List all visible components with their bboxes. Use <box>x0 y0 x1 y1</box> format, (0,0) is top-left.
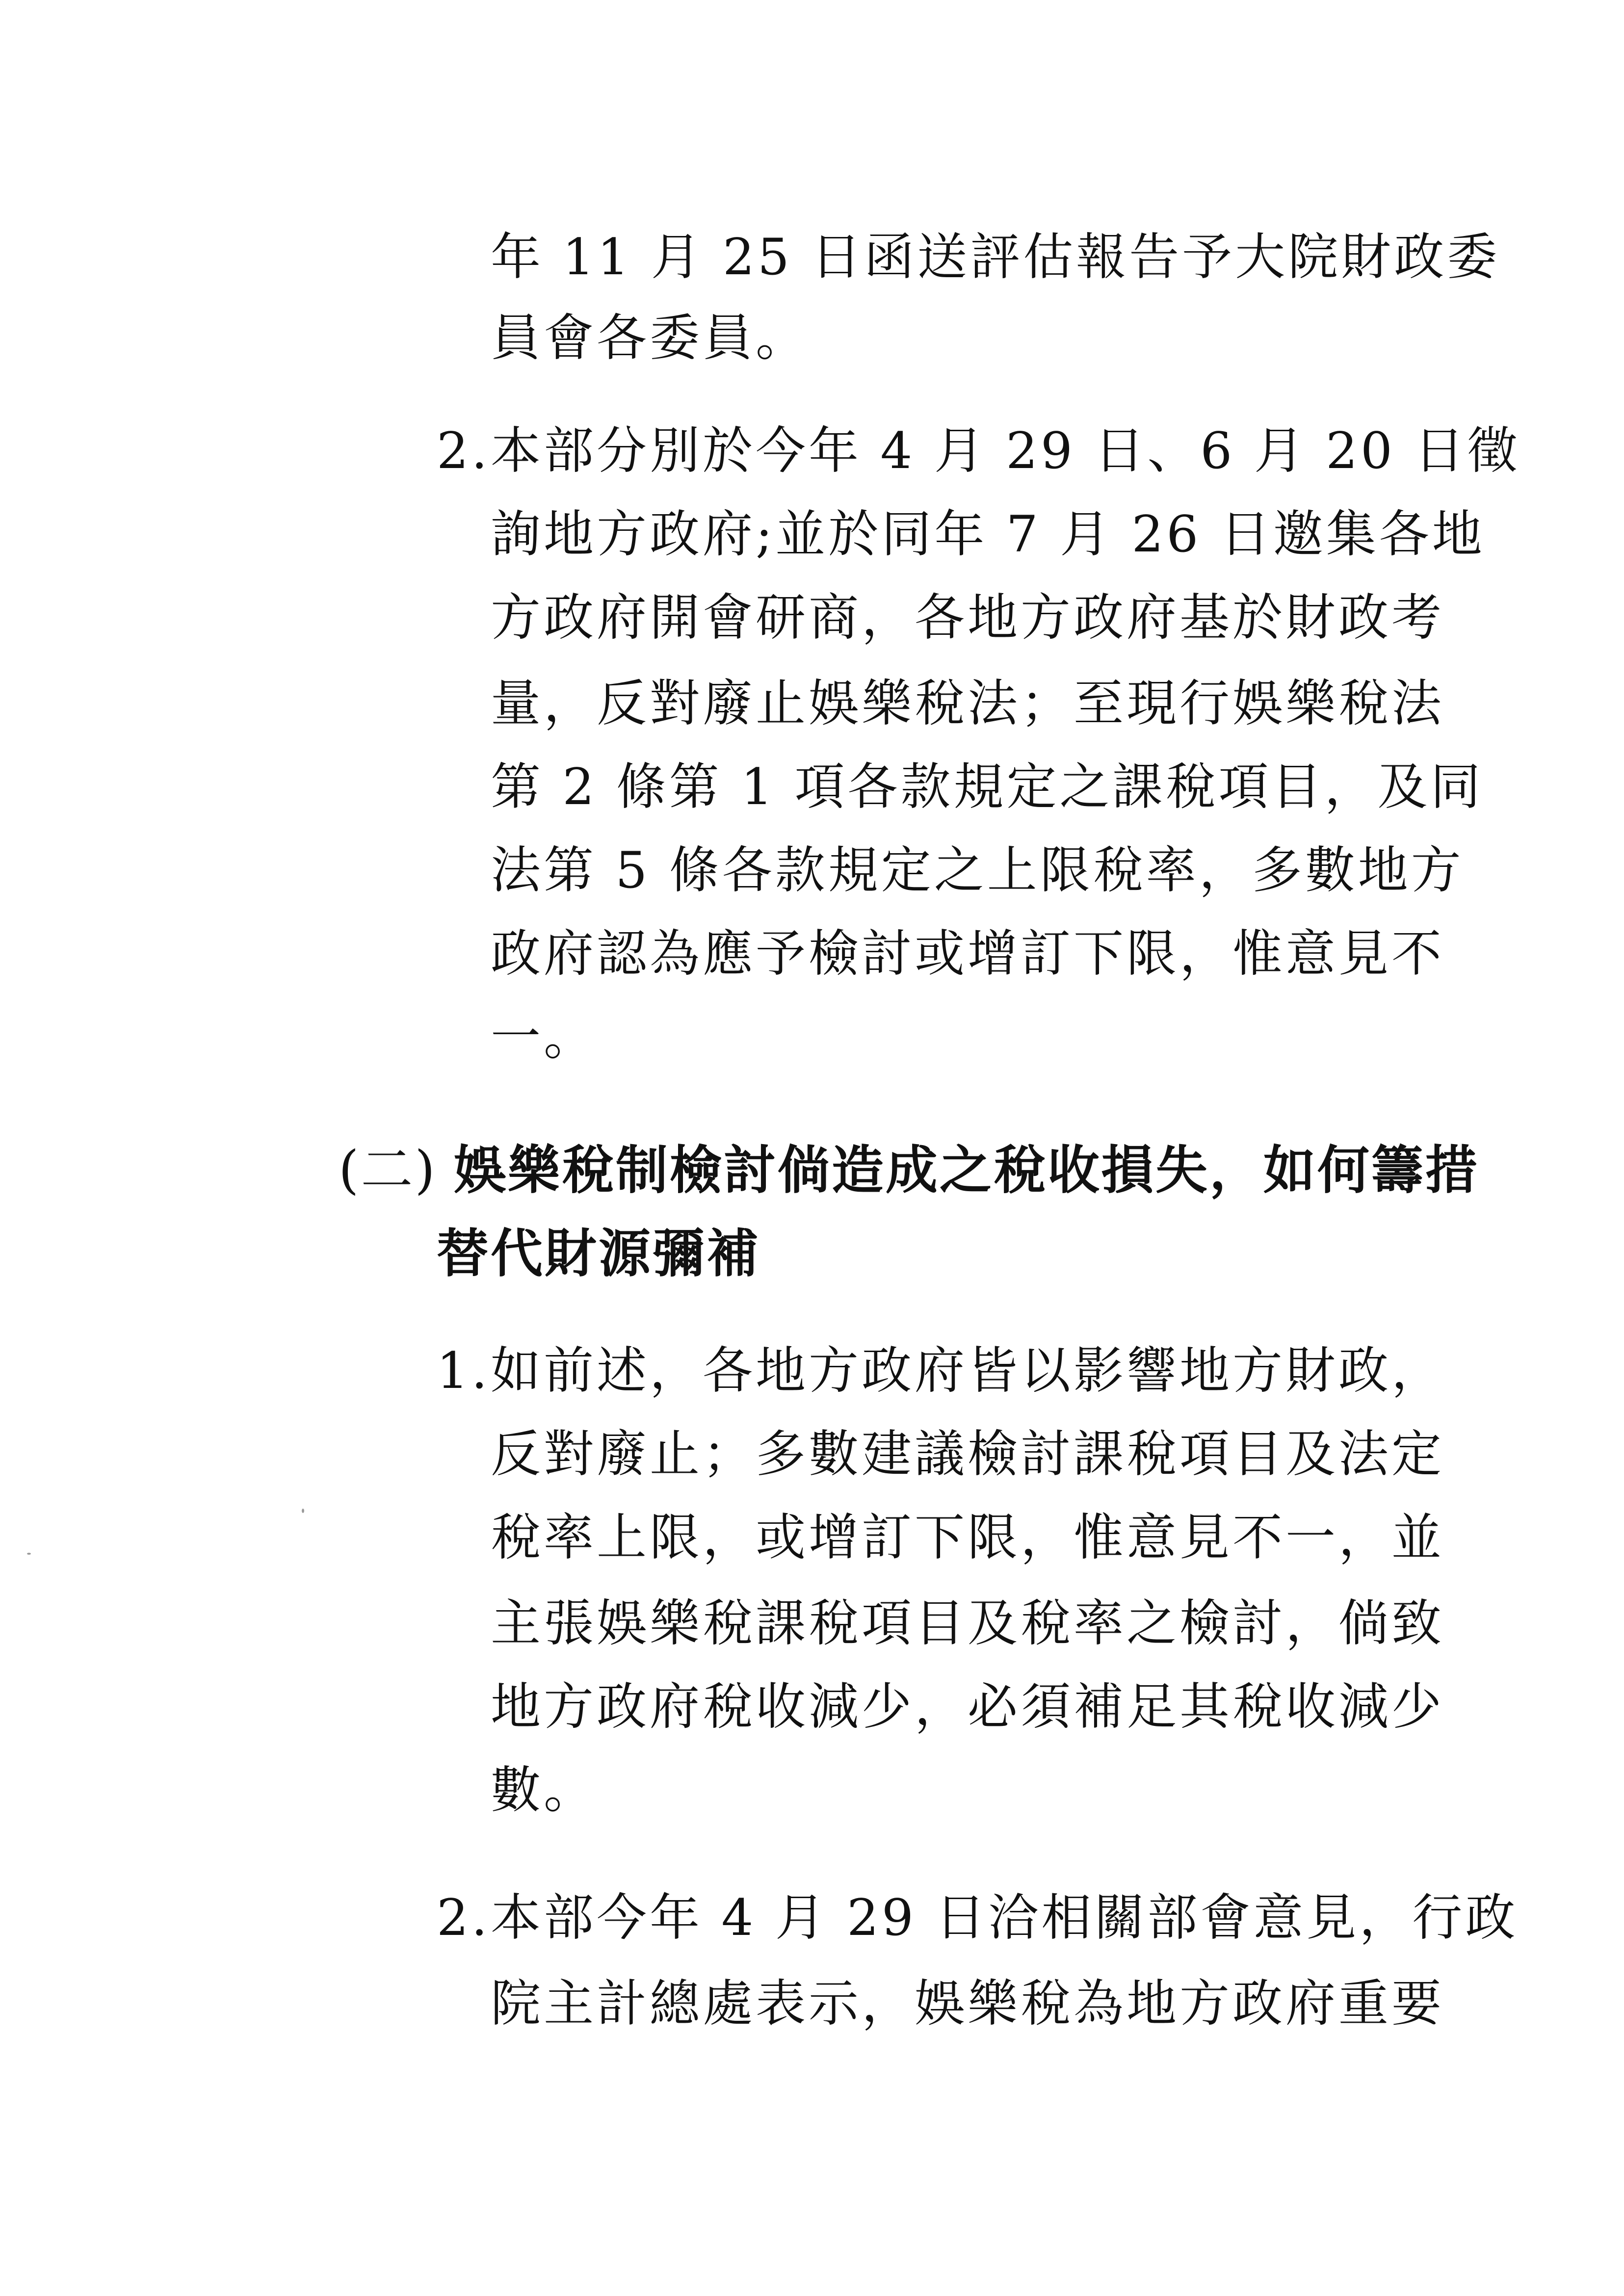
section-title-line-1: 娛樂稅制檢討倘造成之稅收損失，如何籌措 <box>454 1139 1479 1200</box>
item-line: 稅率上限，或增訂下限，惟意見不一，並 <box>491 1509 1444 1567</box>
item-line: 院主計總處表示，娛樂稅為地方政府重要 <box>491 1975 1444 2033</box>
item-line: 量，反對廢止娛樂稅法；至現行娛樂稅法 <box>491 675 1444 733</box>
item-line: 數。 <box>491 1761 597 1820</box>
item-line: 地方政府稅收減少，必須補足其稅收減少 <box>491 1678 1444 1736</box>
section-number: (二) <box>339 1140 437 1200</box>
item-line: 法第 5 條各款規定之上限稅率，多數地方 <box>491 841 1464 900</box>
item-line: 本部分別於今年 4 月 29 日、6 月 20 日徵 <box>491 422 1520 480</box>
intro-line-2: 員會各委員。 <box>491 309 809 367</box>
item-line: 本部今年 4 月 29 日洽相關部會意見，行政 <box>491 1889 1519 1947</box>
item-number: 1. <box>437 1342 491 1400</box>
item-line: 一。 <box>491 1008 597 1067</box>
item-line: 詢地方政府;並於同年 7 月 26 日邀集各地 <box>491 505 1485 564</box>
item-line: 政府認為應予檢討或增訂下限，惟意見不 <box>491 925 1444 983</box>
item-line: 方政府開會研商，各地方政府基於財政考 <box>491 589 1444 647</box>
scan-speck <box>302 1509 304 1513</box>
item-number: 2. <box>437 422 491 480</box>
item-line: 反對廢止；多數建議檢討課稅項目及法定 <box>491 1425 1444 1484</box>
scan-speck <box>27 1553 31 1555</box>
item-line: 如前述，各地方政府皆以影響地方財政， <box>491 1342 1444 1400</box>
item-line: 第 2 條第 1 項各款規定之課稅項目，及同 <box>491 758 1484 816</box>
item-number: 2. <box>437 1889 491 1947</box>
item-line: 主張娛樂稅課稅項目及稅率之檢討，倘致 <box>491 1594 1444 1653</box>
section-title-line-2: 替代財源彌補 <box>437 1223 760 1284</box>
intro-line-1: 年 11 月 25 日函送評估報告予大院財政委 <box>491 228 1500 287</box>
